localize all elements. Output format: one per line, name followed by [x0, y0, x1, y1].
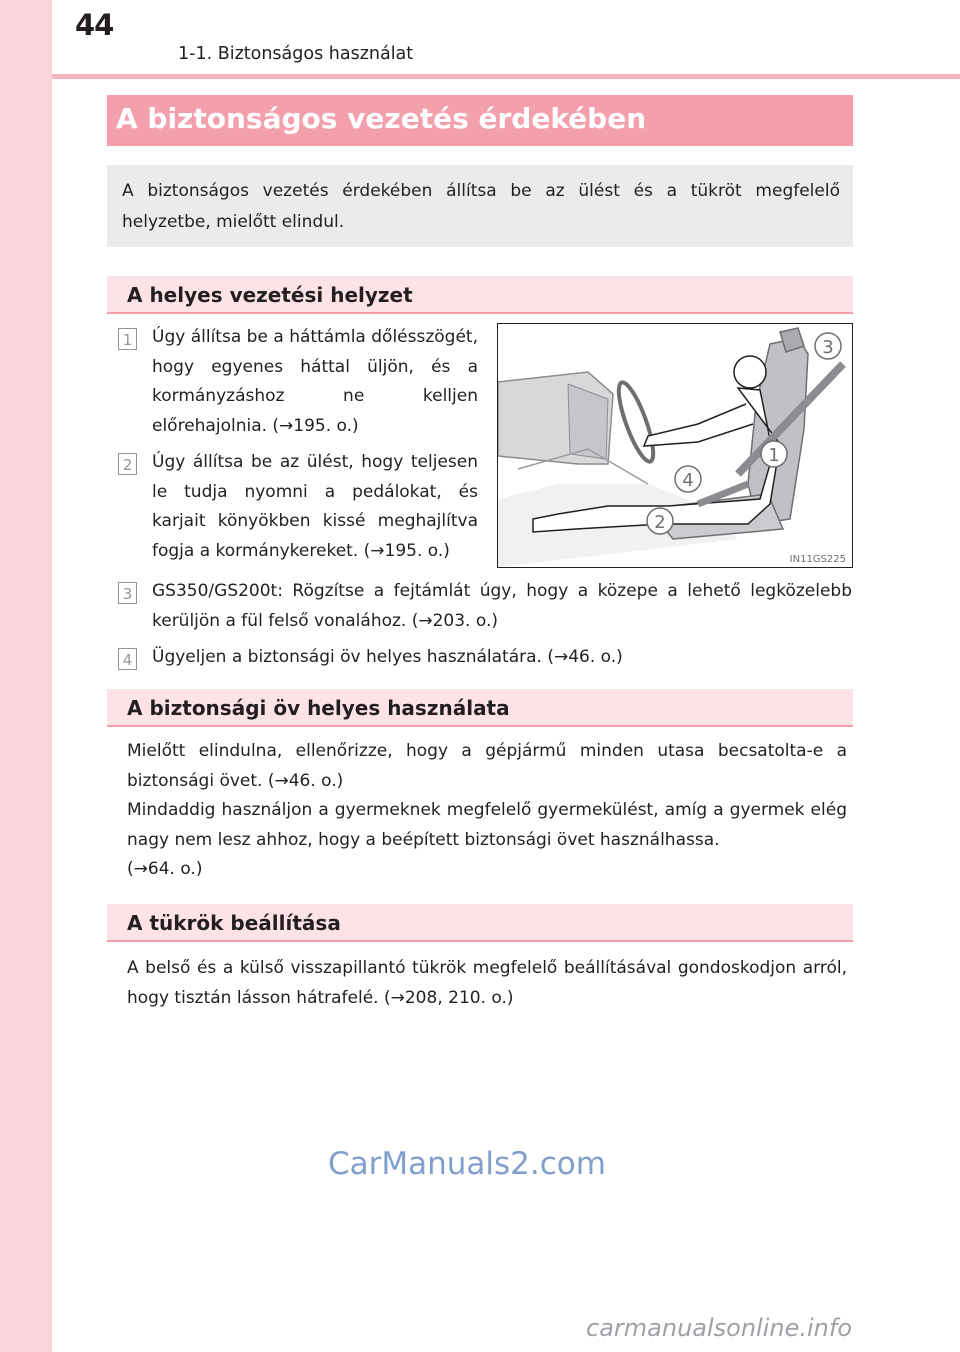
section-heading-mirrors	[107, 904, 853, 942]
header-divider	[52, 74, 960, 79]
item-text-1: Úgy állítsa be a háttámla dőlésszögét, hogy egyenes háttal üljön, és a kormányzáshoz ne kelljen előrehajolnia. (→195. o.)	[152, 327, 478, 436]
item-text-3: GS350/GS200t: Rögzítse a fejtámlát úgy, hogy a közepe a lehető legközelebb kerüljön a fül felső vonalához. (→203. o.)	[152, 581, 852, 631]
left-margin-strip	[0, 0, 52, 1352]
section-heading-seatbelt	[107, 689, 853, 727]
item-number-2: 2	[118, 453, 137, 475]
item-text-4: Ügyeljen a biztonsági öv helyes használatára. (→46. o.)	[152, 647, 623, 667]
seatbelt-text-1: Mielőtt elindulna, ellenőrizze, hogy a gépjármű minden utasa becsatolta-e a biztonsági övet. (→46. o.)	[127, 741, 847, 791]
section-heading-label: A biztonsági öv helyes használata	[127, 696, 510, 720]
item-number-1: 1	[118, 328, 137, 350]
watermark-carmanuals2: CarManuals2.com	[328, 1146, 606, 1182]
callout-3: 3	[822, 337, 834, 358]
item-number-3: 3	[118, 582, 137, 604]
callout-1: 1	[768, 445, 780, 466]
page-number: 44	[75, 8, 114, 42]
item-number-4: 4	[118, 648, 137, 670]
seatbelt-text-2: Mindaddig használjon a gyermeknek megfelelő gyermekülést, amíg a gyermek elég nagy nem lesz ahhoz, hogy a beépített biztonsági övet használhassa.	[127, 800, 847, 850]
intro-text: A biztonságos vezetés érdekében állítsa be az ülést és a tükröt megfelelő helyzetbe, mielőtt elindul.	[122, 181, 840, 232]
watermark-carmanualsonline: carmanualsonline.info	[586, 1314, 853, 1342]
item-text-2: Úgy állítsa be az ülést, hogy teljesen le tudja nyomni a pedálokat, és karjait könyökben kissé meghajlítva fogja a kormánykereket. (→195. o.)	[152, 452, 478, 561]
mirrors-text: A belső és a külső visszapillantó tükrök megfelelő beállításával gondoskodjon arról, hogy tisztán lásson hátrafelé. (→208, 210. o.)	[127, 958, 847, 1008]
driver-seat-icon	[498, 324, 852, 567]
illustration-code: IN11GS225	[789, 554, 846, 565]
callout-4: 4	[682, 470, 694, 491]
page-title: A biztonságos vezetés érdekében	[116, 102, 647, 135]
chapter-title: 1-1. Biztonságos használat	[178, 44, 414, 64]
callout-2: 2	[654, 512, 666, 533]
seatbelt-text-3: (→64. o.)	[127, 859, 203, 879]
driving-position-illustration	[497, 323, 853, 568]
section-heading-label: A helyes vezetési helyzet	[127, 283, 413, 307]
section-heading-driving-position	[107, 276, 853, 314]
section-heading-label: A tükrök beállítása	[127, 911, 341, 935]
